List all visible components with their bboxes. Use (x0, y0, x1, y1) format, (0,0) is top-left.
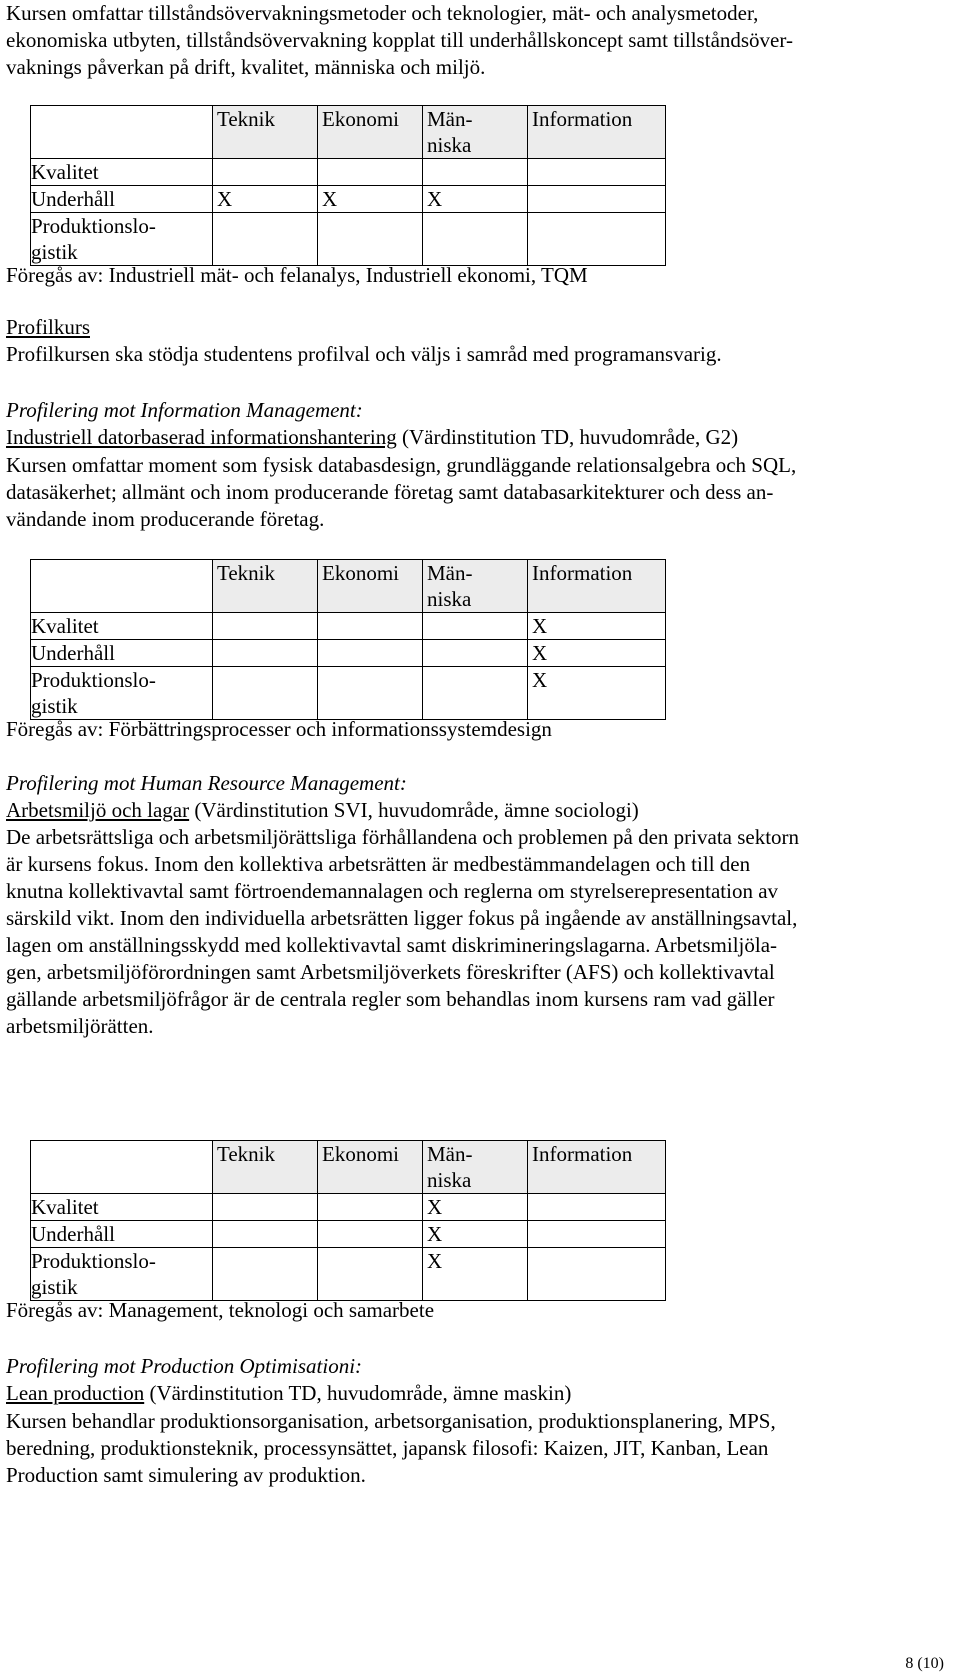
prod-opt-heading: Profilering mot Production Optimisationi: (6, 1354, 363, 1378)
foregas-1: Föregås av: Industriell mät- och felanalys, Industriell ekonomi, TQM (6, 263, 588, 287)
profilkurs-text: Profilkursen ska stödja studentens profilval och väljs i samråd med programansvarig. (6, 342, 722, 366)
matrix-table-3 (30, 1140, 666, 1301)
page-number: 8 (10) (905, 1655, 944, 1672)
intro-paragraph (6, 0, 793, 81)
row-label-underhall: Underhåll (31, 640, 213, 667)
row-label-underhall: Underhåll (31, 186, 213, 213)
prod-opt-description: Kursen behandlar produktionsorganisation, arbetsorganisation, produktionsplanering, MPS, beredning, produktionsteknik, processynsättet, japansk filosofi: Kaizen, JIT, Kanban, Lean Production samt simulering av produktion. (6, 1409, 776, 1487)
prod-opt-course-line: Lean production (Värdinstitution TD, huvudområde, ämne maskin) (6, 1381, 572, 1405)
row-label-produktionslogistik: Produktionslo- gistik (31, 667, 213, 720)
cell-mark: X (423, 1221, 528, 1248)
cell-mark: X (528, 613, 666, 640)
header-manniska: Män- niska (423, 1141, 528, 1194)
matrix-table-1 (30, 105, 666, 266)
profilkurs-heading: Profilkurs (6, 315, 90, 339)
hrm-course: Arbetsmiljö och lagar (6, 798, 190, 822)
header-ekonomi: Ekonomi (318, 106, 423, 159)
cell-mark: X (528, 640, 666, 667)
cell-mark: X (423, 1248, 528, 1301)
row-label-produktionslogistik: Produktionslo- gistik (31, 1248, 213, 1301)
cell-mark: X (423, 186, 528, 213)
cell-mark: X (423, 1194, 528, 1221)
header-ekonomi: Ekonomi (318, 560, 423, 613)
info-mgmt-description: Kursen omfattar moment som fysisk databasdesign, grundläggande relationsalgebra och SQL, datasäkerhet; allmänt och inom producerande företag samt databasarkitekturer och dess an- vändande inom producerande företag. (6, 453, 797, 531)
cell-mark: X (213, 186, 318, 213)
header-teknik: Teknik (213, 106, 318, 159)
row-label-kvalitet: Kvalitet (31, 1194, 213, 1221)
row-label-underhall: Underhåll (31, 1221, 213, 1248)
prod-opt-course: Lean production (6, 1381, 145, 1405)
hrm-description: De arbetsrättsliga och arbetsmiljörättsliga förhållandena och problemen på den privata sektorn är kursens fokus. Inom den kollektiva arbetsrätten är medbestämmandelagen och till den knutna kollektivavtal samt förtroendemannalagen och reglerna om styrelserepresentation av särskild vikt. Inom den individuella arbetsrätten ligger fokus på ingående av anställningsavtal, lagen om anställningsskydd med kollektivavtal samt diskrimineringslagarna. Arbetsmiljöla- gen, arbetsmiljöförordningen samt Arbetsmiljöverkets föreskrifter (AFS) och kollektivavtal gällande arbetsmiljöfrågor är de centrala regler som behandlas inom kursens ram vad gäller arbetsmiljörätten. (6, 825, 800, 1038)
foregas-3: Föregås av: Management, teknologi och samarbete (6, 1298, 435, 1322)
hrm-heading: Profilering mot Human Resource Management: (6, 771, 407, 795)
hrm-course-line: Arbetsmiljö och lagar (Värdinstitution SVI, huvudområde, ämne sociologi) (6, 798, 639, 822)
info-mgmt-course-line: Industriell datorbaserad informationshantering (Värdinstitution TD, huvudområde, G2) (6, 425, 739, 449)
row-label-produktionslogistik: Produktionslo- gistik (31, 213, 213, 266)
header-information: Information (528, 106, 666, 159)
info-mgmt-course: Industriell datorbaserad informationshantering (6, 425, 397, 449)
info-mgmt-heading: Profilering mot Information Management: (6, 398, 363, 422)
intro-line: Kursen omfattar tillståndsövervakningsmetoder och teknologier, mät- och analysmetoder, (6, 1, 759, 25)
row-label-kvalitet: Kvalitet (31, 613, 213, 640)
matrix-table-2 (30, 559, 666, 720)
header-teknik: Teknik (213, 560, 318, 613)
header-teknik: Teknik (213, 1141, 318, 1194)
intro-line: ekonomiska utbyten, tillståndsövervakning kopplat till underhållskoncept samt tillståndsöver- (6, 28, 793, 52)
intro-line: vaknings påverkan på drift, kvalitet, människa och miljö. (6, 55, 486, 79)
cell-mark: X (528, 667, 666, 720)
header-manniska: Män- niska (423, 560, 528, 613)
header-information: Information (528, 1141, 666, 1194)
cell-mark: X (318, 186, 423, 213)
header-information: Information (528, 560, 666, 613)
header-manniska: Män- niska (423, 106, 528, 159)
row-label-kvalitet: Kvalitet (31, 159, 213, 186)
foregas-2: Föregås av: Förbättringsprocesser och informationssystemdesign (6, 717, 552, 741)
header-ekonomi: Ekonomi (318, 1141, 423, 1194)
